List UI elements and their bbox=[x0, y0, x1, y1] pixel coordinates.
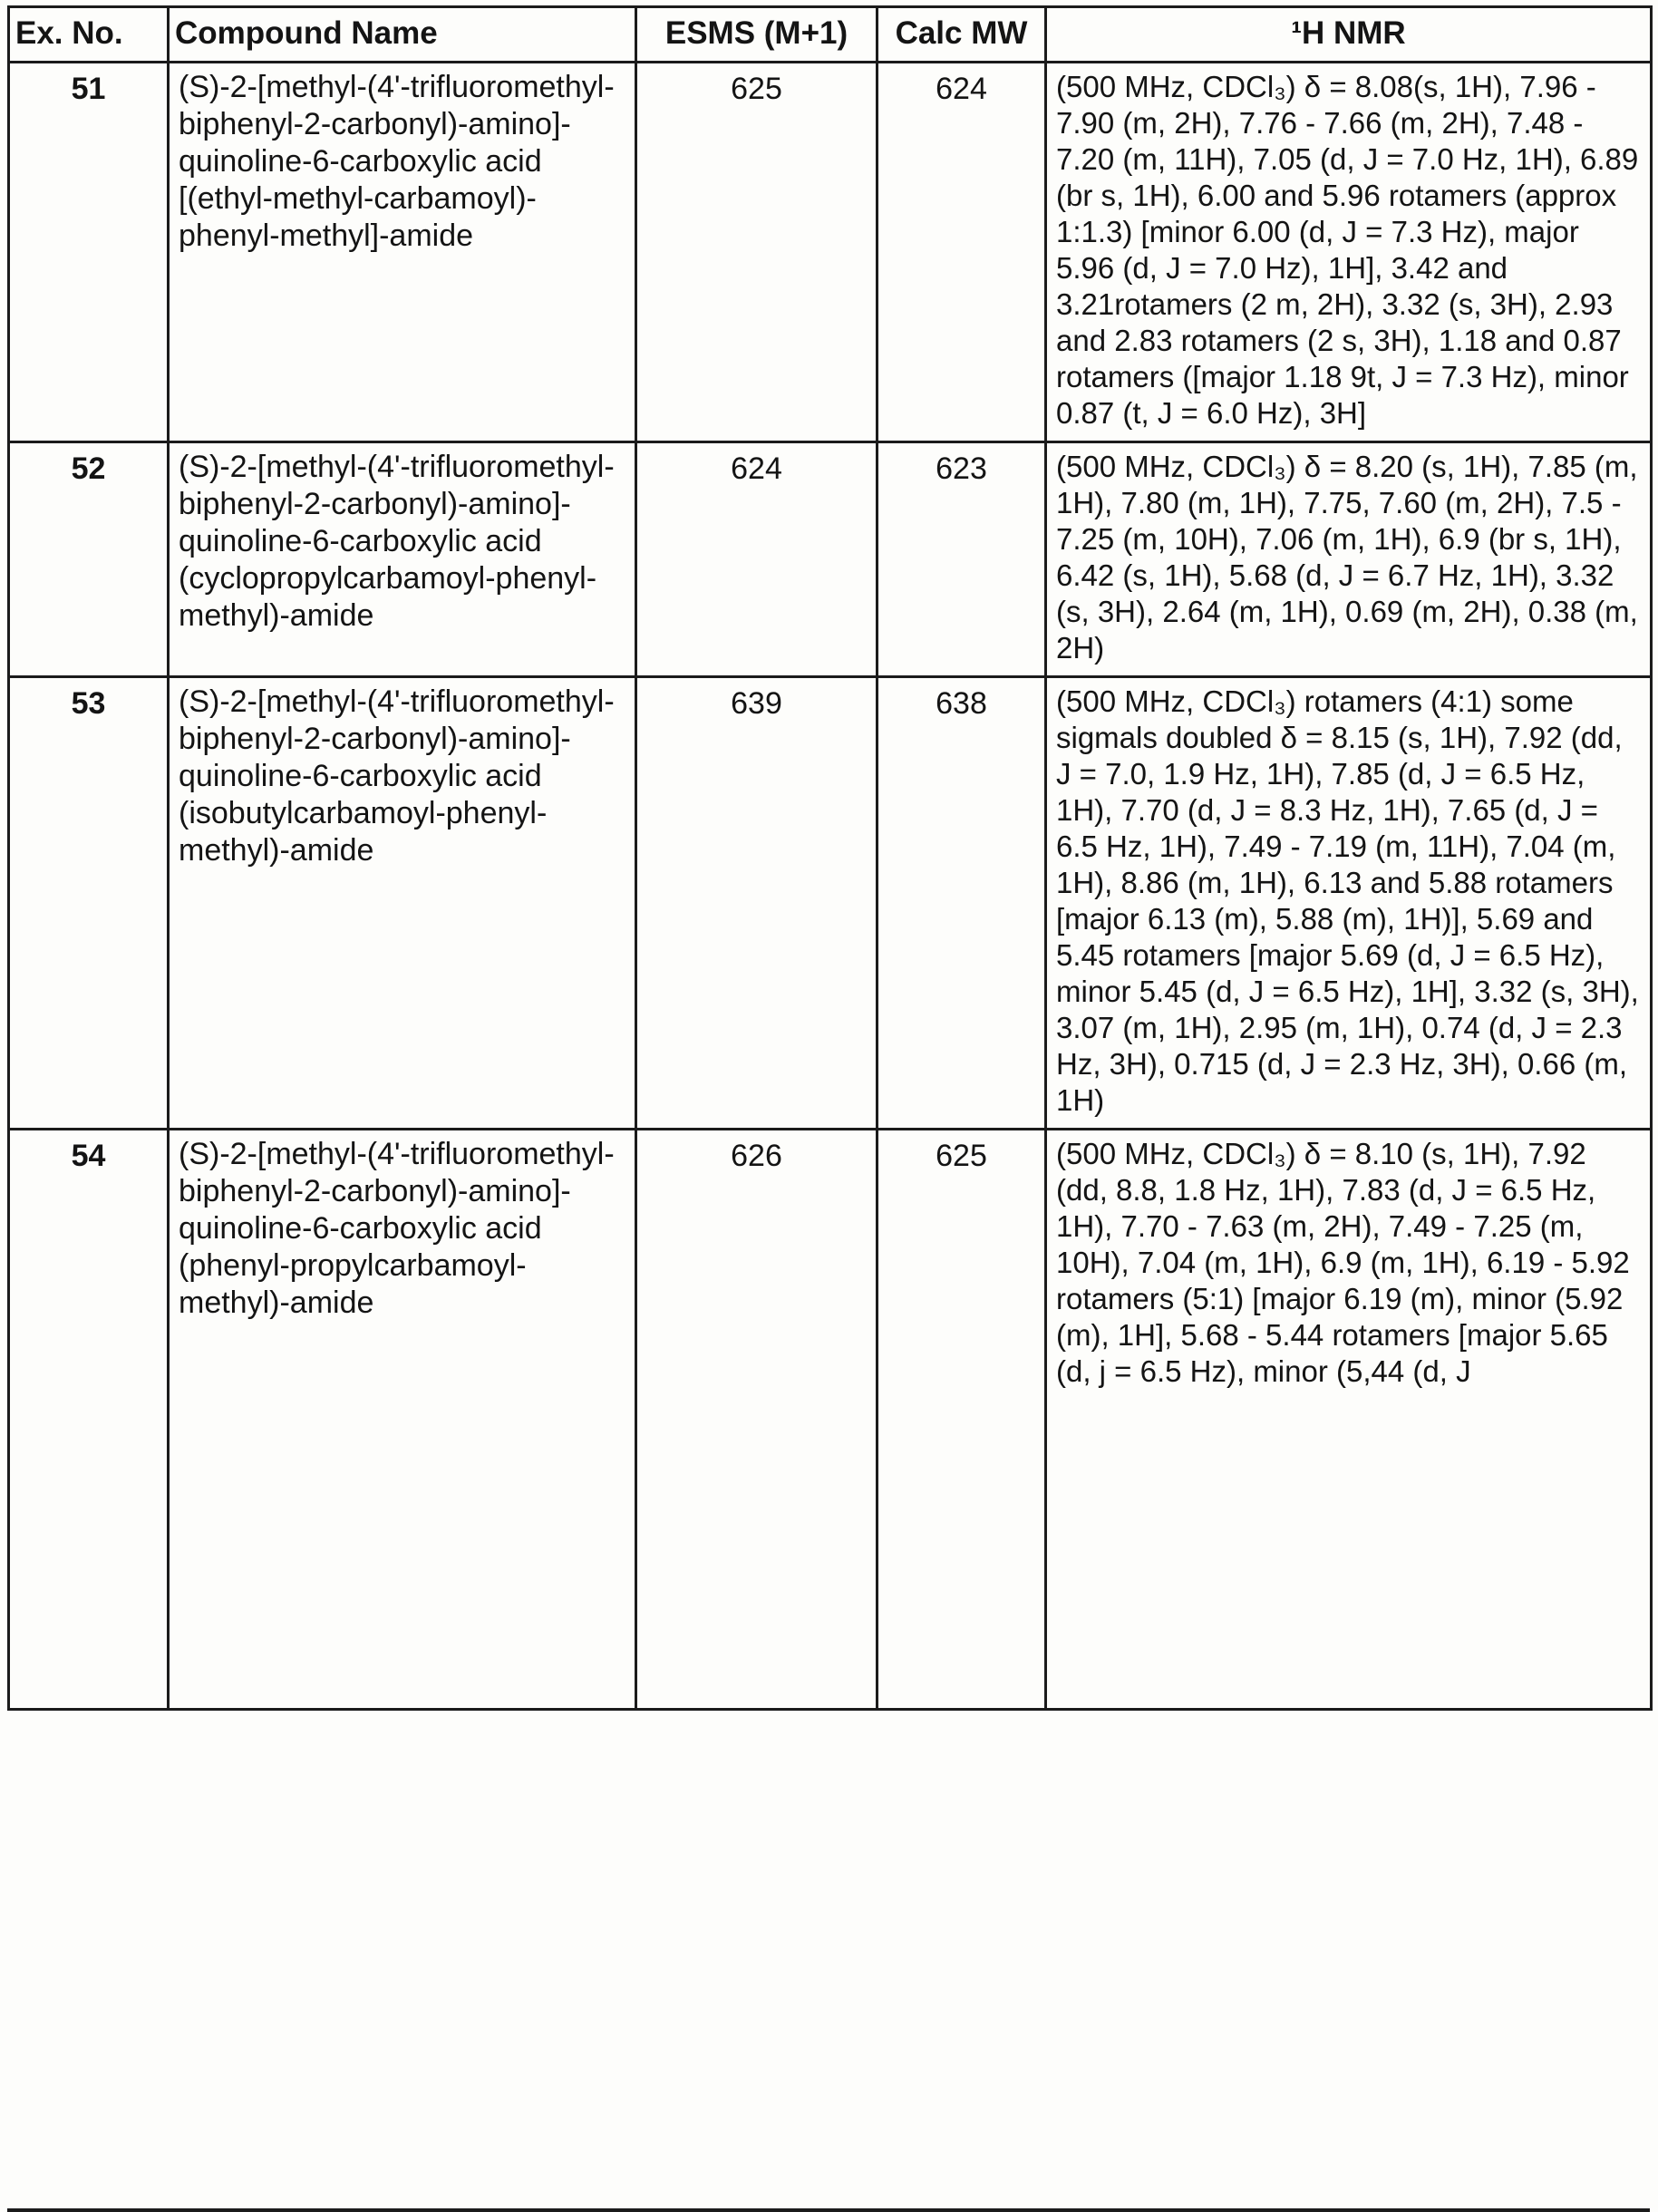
ex-no-cell: 51 bbox=[9, 63, 169, 442]
ex-no-cell: 53 bbox=[9, 677, 169, 1130]
header-ex-no: Ex. No. bbox=[9, 7, 169, 63]
header-compound-name: Compound Name bbox=[169, 7, 636, 63]
header-h-nmr: ¹H NMR bbox=[1046, 7, 1652, 63]
table-row bbox=[9, 63, 1652, 442]
ex-no-cell: 52 bbox=[9, 442, 169, 677]
calc-mw-cell: 638 bbox=[877, 677, 1046, 1130]
esms-cell: 624 bbox=[636, 442, 877, 677]
compound-name-cell: (S)-2-[methyl-(4'-trifluoromethyl-biphenyl-2-carbonyl)-amino]-quinoline-6-carboxylic acid (phenyl-propylcarbamoyl-methyl)-amide bbox=[169, 1130, 636, 1710]
table-row bbox=[9, 1130, 1652, 1710]
header-calc-mw: Calc MW bbox=[877, 7, 1046, 63]
header-esms: ESMS (M+1) bbox=[636, 7, 877, 63]
esms-cell: 626 bbox=[636, 1130, 877, 1710]
calc-mw-cell: 623 bbox=[877, 442, 1046, 677]
esms-cell: 625 bbox=[636, 63, 877, 442]
compound-data-table bbox=[7, 5, 1653, 1711]
nmr-cell: (500 MHz, CDCl₃) δ = 8.08(s, 1H), 7.96 - 7.90 (m, 2H), 7.76 - 7.66 (m, 2H), 7.48 - 7.20 (m, 11H), 7.05 (d, J = 7.0 Hz, 1H), 6.89 (br s, 1H), 6.00 and 5.96 rotamers (approx 1:1.3) [minor 6.00 (d, J = 7.3 Hz), major 5.96 (d, J = 7.0 Hz), 1H], 3.42 and 3.21rotamers (2 m, 2H), 3.32 (s, 3H), 2.93 and 2.83 rotamers (2 s, 3H), 1.18 and 0.87 rotamers ([major 1.18 9t, J = 7.3 Hz), minor 0.87 (t, J = 6.0 Hz), 3H] bbox=[1046, 63, 1652, 442]
ex-no-cell: 54 bbox=[9, 1130, 169, 1710]
calc-mw-cell: 625 bbox=[877, 1130, 1046, 1710]
nmr-cell: (500 MHz, CDCl₃) δ = 8.10 (s, 1H), 7.92 (dd, 8.8, 1.8 Hz, 1H), 7.83 (d, J = 6.5 Hz, 1H), 7.70 - 7.63 (m, 2H), 7.49 - 7.25 (m, 10H), 7.04 (m, 1H), 6.9 (m, 1H), 6.19 - 5.92 rotamers (5:1) [major 6.19 (m), minor (5.92 (m), 1H], 5.68 - 5.44 rotamers [major 5.65 (d, j = 6.5 Hz), minor (5,44 (d, J bbox=[1046, 1130, 1652, 1710]
table-row bbox=[9, 677, 1652, 1130]
nmr-cell: (500 MHz, CDCl₃) rotamers (4:1) some sigmals doubled δ = 8.15 (s, 1H), 7.92 (dd, J = 7.0, 1.9 Hz, 1H), 7.85 (d, J = 6.5 Hz, 1H), 7.70 (d, J = 8.3 Hz, 1H), 7.65 (d, J = 6.5 Hz, 1H), 7.49 - 7.19 (m, 11H), 7.04 (m, 1H), 8.86 (m, 1H), 6.13 and 5.88 rotamers [major 6.13 (m), 5.88 (m), 1H)], 5.69 and 5.45 rotamers [major 5.69 (d, J = 6.5 Hz), minor 5.45 (d, J = 6.5 Hz), 1H], 3.32 (s, 3H), 3.07 (m, 1H), 2.95 (m, 1H), 0.74 (d, J = 2.3 Hz, 3H), 0.715 (d, J = 2.3 Hz, 3H), 0.66 (m, 1H) bbox=[1046, 677, 1652, 1130]
table-bottom-crop-line bbox=[7, 2208, 1650, 2212]
calc-mw-cell: 624 bbox=[877, 63, 1046, 442]
table-header-row bbox=[9, 7, 1652, 63]
table-row bbox=[9, 442, 1652, 677]
compound-name-cell: (S)-2-[methyl-(4'-trifluoromethyl-biphenyl-2-carbonyl)-amino]-quinoline-6-carboxylic acid (cyclopropylcarbamoyl-phenyl-methyl)-amide bbox=[169, 442, 636, 677]
compound-name-cell: (S)-2-[methyl-(4'-trifluoromethyl-biphenyl-2-carbonyl)-amino]-quinoline-6-carboxylic acid (isobutylcarbamoyl-phenyl-methyl)-amide bbox=[169, 677, 636, 1130]
esms-cell: 639 bbox=[636, 677, 877, 1130]
compound-name-cell: (S)-2-[methyl-(4'-trifluoromethyl-biphenyl-2-carbonyl)-amino]-quinoline-6-carboxylic acid [(ethyl-methyl-carbamoyl)-phenyl-methyl]-amide bbox=[169, 63, 636, 442]
nmr-cell: (500 MHz, CDCl₃) δ = 8.20 (s, 1H), 7.85 (m, 1H), 7.80 (m, 1H), 7.75, 7.60 (m, 2H), 7.5 - 7.25 (m, 10H), 7.06 (m, 1H), 6.9 (br s, 1H), 6.42 (s, 1H), 5.68 (d, J = 6.7 Hz, 1H), 3.32 (s, 3H), 2.64 (m, 1H), 0.69 (m, 2H), 0.38 (m, 2H) bbox=[1046, 442, 1652, 677]
